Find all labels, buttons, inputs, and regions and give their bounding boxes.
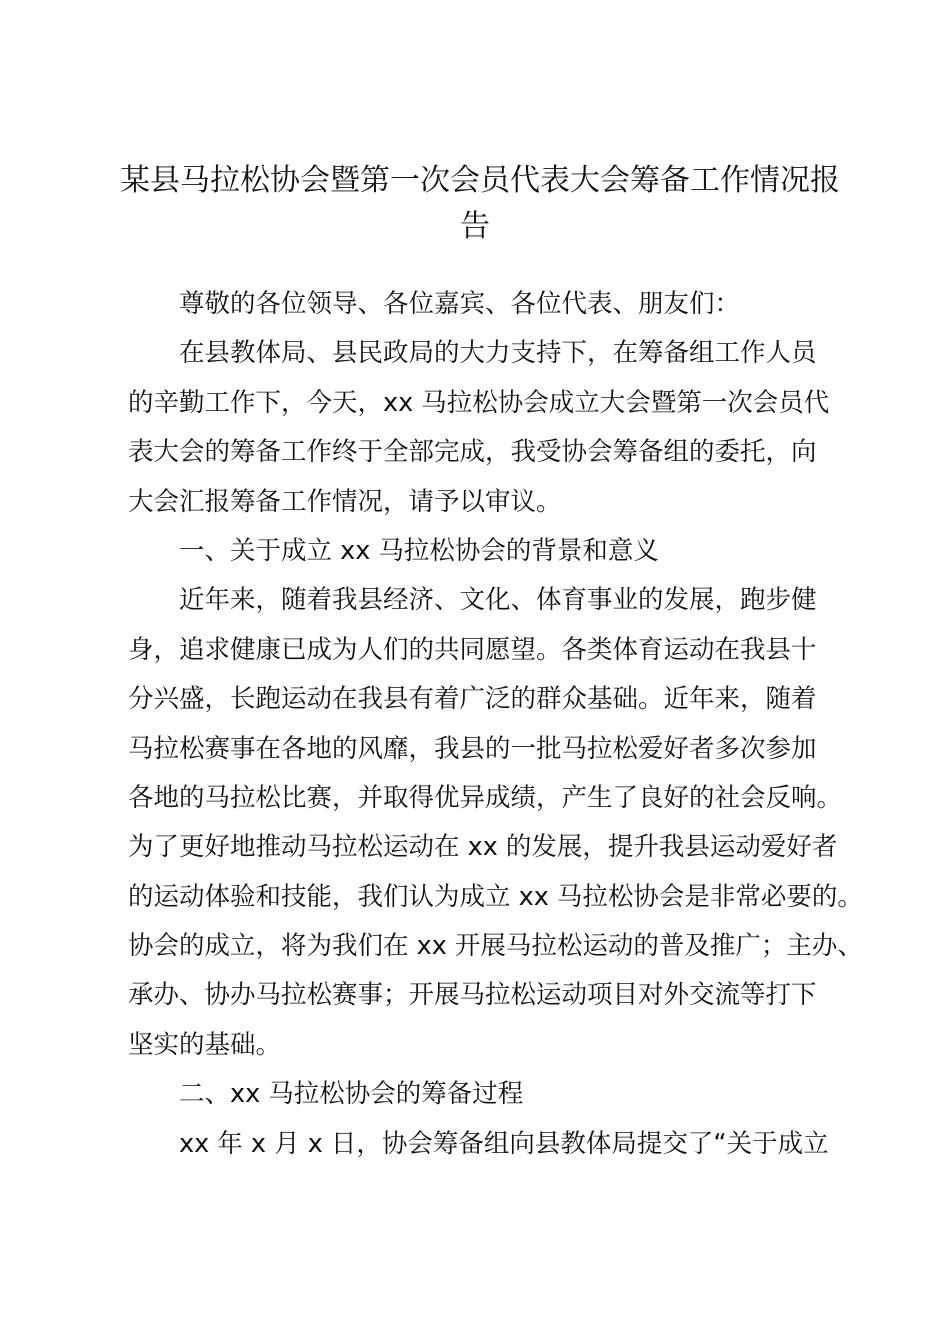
paragraph-line: 的运动体验和技能，我们认为成立 xx 马拉松协会是非常必要的。: [128, 881, 863, 912]
paragraph-line: 承办、协办马拉松赛事；开展马拉松运动项目对外交流等打下: [128, 980, 817, 1011]
paragraph-line: 身，追求健康已成为人们的共同愿望。各类体育运动在我县十: [128, 634, 817, 665]
paragraph-line: 大会汇报筹备工作情况，请予以审议。: [128, 486, 562, 517]
section-heading-2: 二、xx 马拉松协会的筹备过程: [179, 1079, 524, 1110]
section-heading-1: 一、关于成立 xx 马拉松协会的背景和意义: [179, 535, 659, 566]
paragraph-line: 分兴盛，长跑运动在我县有着广泛的群众基础。近年来，随着: [128, 684, 817, 715]
paragraph-line: 马拉松赛事在各地的风靡，我县的一批马拉松爱好者多次参加: [128, 733, 817, 764]
paragraph-line: 近年来，随着我县经济、文化、体育事业的发展，跑步健: [179, 585, 817, 616]
paragraph-line: 为了更好地推动马拉松运动在 xx 的发展，提升我县运动爱好者: [128, 832, 838, 863]
paragraph-line: 表大会的筹备工作终于全部完成，我受协会筹备组的委托，向: [128, 437, 817, 468]
paragraph-line: 各地的马拉松比赛，并取得优异成绩，产生了良好的社会反响。: [128, 782, 843, 813]
salutation: 尊敬的各位领导、各位嘉宾、各位代表、朋友们：: [179, 289, 741, 319]
document-title: [120, 158, 840, 250]
document-body: [128, 280, 863, 1169]
paragraph-line: 的辛勤工作下，今天，xx 马拉松协会成立大会暨第一次会员代: [128, 387, 830, 418]
paragraph-line: 协会的成立，将为我们在 xx 开展马拉松运动的普及推广；主办、: [128, 931, 863, 962]
paragraph-line: 坚实的基础。: [128, 1029, 282, 1060]
paragraph-line: 在县教体局、县民政局的大力支持下，在筹备组工作人员: [179, 338, 817, 369]
paragraph-line: xx 年 x 月 x 日，协会筹备组向县教体局提交了“关于成立: [179, 1128, 829, 1159]
title-line-2: 告: [460, 209, 490, 244]
title-line-1: 某县马拉松协会暨第一次会员代表大会筹备工作情况报: [120, 163, 840, 198]
